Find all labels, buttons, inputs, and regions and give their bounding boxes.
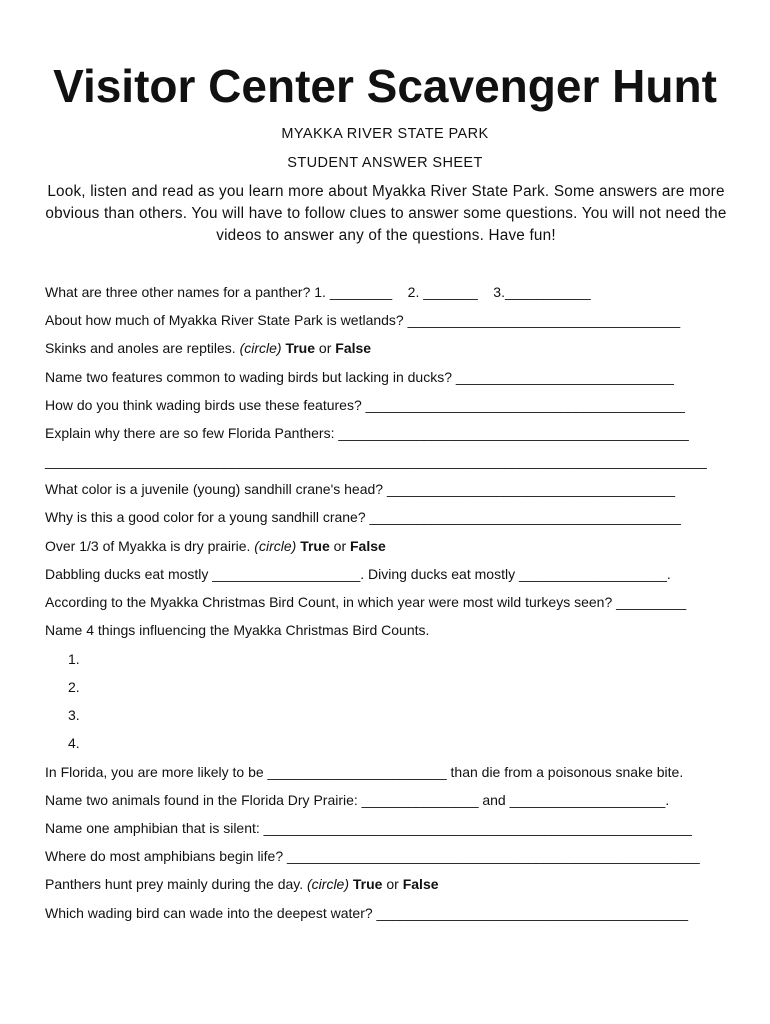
option-false: False (350, 538, 386, 554)
question-ducks-eat: Dabbling ducks eat mostly ___________________. Diving ducks eat mostly ___________________. (45, 566, 671, 582)
list-item: 2. (68, 679, 80, 695)
question-skinks (45, 339, 371, 357)
question-bird-count-factors: Name 4 things influencing the Myakka Christmas Bird Counts. (45, 622, 430, 638)
circle-instruction: (circle) (307, 876, 350, 892)
option-true: True (285, 340, 316, 356)
question-deepest-wader: Which wading bird can wade into the deepest water? ________________________________________ (45, 905, 688, 921)
question-amphibian-life: Where do most amphibians begin life? _____________________________________________________ (45, 848, 700, 864)
option-true: True (300, 538, 330, 554)
question-panthers-hunt (45, 875, 439, 893)
question-text: Skinks and anoles are reptiles. (45, 340, 240, 356)
question-crane-head: What color is a juvenile (young) sandhill crane's head? _____________________________________ (45, 481, 676, 497)
question-text: Over 1/3 of Myakka is dry prairie. (45, 538, 255, 554)
question-dry-prairie (45, 537, 386, 555)
question-wetlands: About how much of Myakka River State Park is wetlands? ___________________________________ (45, 312, 681, 328)
list-item: 4. (68, 735, 80, 751)
page-title: Visitor Center Scavenger Hunt (53, 60, 717, 112)
list-item: 1. (68, 651, 80, 667)
option-true: True (352, 876, 383, 892)
circle-instruction: (circle) (254, 538, 297, 554)
question-silent-amphibian: Name one amphibian that is silent: _______________________________________________________ (45, 820, 692, 836)
park-name: MYAKKA RIVER STATE PARK (281, 126, 489, 142)
question-features-use: How do you think wading birds use these features? _________________________________________ (45, 397, 685, 413)
circle-instruction: (circle) (239, 340, 282, 356)
question-wading-features: Name two features common to wading birds but lacking in ducks? ____________________________ (45, 369, 674, 385)
answer-line: _____________________________________________________________________________________ (45, 453, 707, 469)
instructions: Look, listen and read as you learn more about Myakka River State Park. Some answers are more obvious than others. You will have to follow clues to answer some questions. You will not need the videos to answer any of the questions. Have fun! (45, 183, 727, 244)
option-or: or (329, 538, 350, 554)
question-crane-color: Why is this a good color for a young sandhill crane? ________________________________________ (45, 509, 681, 525)
question-dry-prairie-animals: Name two animals found in the Florida Dry Prairie: _______________ and ____________________. (45, 792, 670, 808)
sheet-label: STUDENT ANSWER SHEET (287, 155, 483, 171)
option-false: False (402, 876, 439, 892)
list-item: 3. (68, 707, 80, 723)
question-wild-turkeys: According to the Myakka Christmas Bird Count, in which year were most wild turkeys seen? _________ (45, 594, 687, 610)
question-panther-names: What are three other names for a panther? 1. ________ 2. _______ 3.___________ (45, 284, 591, 300)
question-snake-bite: In Florida, you are more likely to be _______________________ than die from a poisonous snake bite. (45, 764, 684, 780)
question-few-panthers: Explain why there are so few Florida Panthers: _____________________________________________ (45, 425, 689, 441)
option-or: or (315, 340, 336, 356)
question-text: Panthers hunt prey mainly during the day. (45, 876, 308, 892)
option-false: False (335, 340, 372, 356)
option-or: or (382, 876, 403, 892)
